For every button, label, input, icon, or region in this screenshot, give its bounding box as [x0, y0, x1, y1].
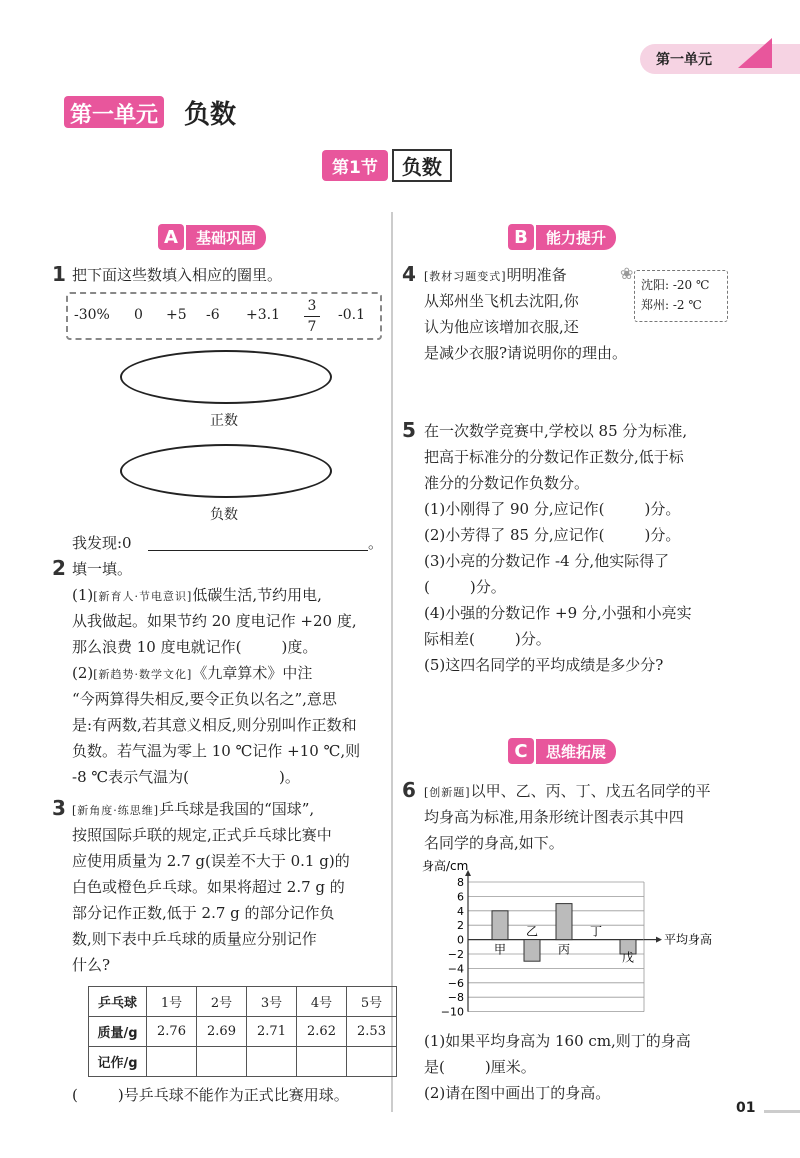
q2-p1-line2: 从我做起。如果节约 20 度电记作 +20 度,: [72, 612, 357, 630]
section-b-letter: B: [508, 224, 534, 250]
bar-2: [556, 904, 572, 940]
column-divider: [391, 212, 393, 1112]
answer-cell[interactable]: [197, 1047, 247, 1077]
q4-tag: [教材习题变式]: [424, 270, 507, 283]
q3-line6: 数,则下表中乒乓球的质量应分别记作: [72, 930, 317, 948]
positive-ellipse[interactable]: [120, 350, 332, 404]
q5-s2a: (2)小芳得了 85 分,应记作(: [424, 526, 605, 544]
q5-s2b: )分。: [644, 526, 681, 544]
bar-label: 甲: [493, 942, 507, 957]
q5-sub5: (5)这四名同学的平均成绩是多少分?: [424, 656, 664, 674]
temp-shenyang: 沈阳: -20 ℃: [641, 278, 710, 292]
q5-sub2: [424, 522, 680, 548]
q2-p1-num: (1): [72, 586, 94, 604]
q4-line3: 认为他应该增加衣服,还: [424, 318, 579, 336]
section-a-letter: A: [158, 224, 184, 250]
section-c-badge: [508, 738, 616, 764]
y-tick-label: 2: [457, 919, 464, 933]
section-title: [322, 150, 452, 180]
section-b-badge: [508, 224, 616, 250]
q5-s4b: 际相差(: [424, 630, 475, 648]
q2-p2-line2: “今两算得失相反,要令正负以名之”,意思: [72, 690, 337, 708]
q6-sub1-line2: [424, 1054, 536, 1080]
q1-discovery-end: 。: [368, 534, 384, 552]
q6-s1b: 是(: [424, 1058, 445, 1076]
ruler-icon: [738, 38, 772, 68]
q6-line2: 均身高为标准,用条形统计图表示其中四: [424, 808, 684, 826]
section-title-text: 负数: [392, 149, 452, 182]
table-cell: 质量/g: [89, 1017, 147, 1047]
q6-l1: 以甲、乙、丙、丁、戊五名同学的平: [470, 782, 711, 800]
q4-number: 4: [402, 262, 416, 286]
q3-line5: 部分记作正数,低于 2.7 g 的部分记作负: [72, 904, 335, 922]
q5-number: 5: [402, 418, 416, 442]
q1-frac-den: 7: [307, 319, 317, 335]
q2-p2-line5: [72, 764, 300, 790]
section-badge: 第1节: [322, 150, 388, 181]
q3-line2: 按照国际乒联的规定,正式乒乓球比赛中: [72, 826, 332, 844]
q5-s1a: (1)小刚得了 90 分,应记作(: [424, 500, 605, 518]
q6-s1c: )厘米。: [484, 1058, 536, 1076]
q1-text: 把下面这些数填入相应的圈里。: [72, 266, 283, 284]
q3-footer-a: (: [72, 1086, 78, 1104]
q1-discovery: 我发现:0: [72, 534, 132, 552]
q6-sub2: (2)请在图中画出丁的身高。: [424, 1084, 611, 1102]
q2-number: 2: [52, 556, 66, 580]
answer-cell[interactable]: [297, 1047, 347, 1077]
q2-p2-l1b: 《九章算术》中注: [192, 664, 313, 682]
section-b-label: 能力提升: [536, 225, 616, 250]
q5-sub3-line2: [424, 574, 506, 600]
q5-s4c: )分。: [514, 630, 551, 648]
q6-tag: [创新题]: [424, 786, 471, 799]
q4-l1: 明明准备: [506, 266, 567, 284]
q5-line3: 准分的分数记作负数分。: [424, 474, 590, 492]
q2-p1-l1b: 低碳生活,节约用电,: [192, 586, 322, 604]
q1-fraction: [304, 296, 320, 337]
q3-footer-b: )号乒乓球不能作为正式比赛用球。: [117, 1086, 349, 1104]
y-tick-label: 4: [457, 904, 464, 918]
table-row: [89, 987, 397, 1017]
q1-num-3: +5: [166, 307, 187, 323]
q1-num-4: -6: [206, 307, 220, 323]
q1-number: 1: [52, 262, 66, 286]
q1-num-1: -30%: [74, 307, 110, 323]
q2-p2-l5: -8 ℃表示气温为(: [72, 768, 190, 786]
unit-tab-label: 第一单元: [656, 52, 712, 68]
q2-p1-tag: [新育人·节电意识]: [93, 590, 193, 603]
y-tick-label: −4: [447, 962, 464, 976]
q5-s1b: )分。: [644, 500, 681, 518]
q6-line3: 名同学的身高,如下。: [424, 834, 564, 852]
temperature-box: [634, 270, 728, 322]
table-cell: 记作/g: [89, 1047, 147, 1077]
table-cell: 2.76: [147, 1017, 197, 1047]
y-axis-label: 身高/cm: [422, 859, 469, 873]
q1-frac-num: 3: [304, 296, 320, 317]
y-tick-label: 0: [457, 933, 464, 947]
q3-tag: [新角度·练思维]: [72, 804, 160, 817]
q1-num-2: 0: [134, 307, 143, 323]
q5-sub4: (4)小强的分数记作 +9 分,小强和小亮实: [424, 604, 692, 622]
q4-line2: 从郑州坐飞机去沈阳,你: [424, 292, 579, 310]
section-c-label: 思维拓展: [536, 739, 616, 764]
answer-cell[interactable]: [347, 1047, 397, 1077]
q1-discovery-line[interactable]: [148, 550, 368, 551]
unit-tab: [640, 44, 800, 74]
page-number: 01: [736, 1100, 756, 1116]
table-cell: 4号: [297, 987, 347, 1017]
q6-sub1: (1)如果平均身高为 160 cm,则丁的身高: [424, 1032, 691, 1050]
q5-line1: 在一次数学竞赛中,学校以 85 分为标准,: [424, 422, 688, 440]
y-tick-label: −8: [447, 991, 464, 1005]
q3-footer: [72, 1082, 349, 1108]
q5-sub1: [424, 496, 680, 522]
q2-p2-line3: 是:有两数,若其意义相反,则分别叫作正数和: [72, 716, 357, 734]
negative-label: 负数: [210, 507, 238, 523]
q2-p1-line3: [72, 634, 317, 660]
table-cell: 1号: [147, 987, 197, 1017]
q5-s3c: )分。: [469, 578, 506, 596]
q2-p1-line1: [72, 582, 322, 610]
y-tick-label: −2: [447, 948, 464, 961]
table-cell: 乒乓球: [89, 987, 147, 1017]
positive-label: 正数: [210, 413, 238, 429]
q2-p2-tag: [新趋势·数学文化]: [93, 668, 193, 681]
table-cell: 5号: [347, 987, 397, 1017]
pingpong-table: [88, 986, 397, 1077]
y-tick-label: −10: [440, 1005, 464, 1019]
page-title: 负数: [184, 100, 237, 130]
q4-line4: 是减少衣服?请说明你的理由。: [424, 344, 628, 362]
table-row: [89, 1047, 397, 1077]
bar-0: [492, 911, 508, 940]
unit-badge-text: 第一单元: [70, 103, 159, 128]
bar-label: 丙: [557, 942, 571, 957]
q6-line1: [424, 778, 711, 806]
q1-num-5: +3.1: [246, 307, 280, 323]
answer-cell[interactable]: [247, 1047, 297, 1077]
q5-sub4-line2: [424, 626, 551, 652]
q6-number: 6: [402, 778, 416, 802]
q2-p1-l3b: )度。: [281, 638, 318, 656]
q1-num-7: -0.1: [338, 307, 365, 323]
table-cell: 2.62: [297, 1017, 347, 1047]
table-row: [89, 1017, 397, 1047]
q2-p2-num: (2): [72, 664, 94, 682]
x-axis-label: 平均身高: [664, 932, 713, 947]
page-number-line: [764, 1110, 800, 1113]
q5-line2: 把高于标准分的分数记作正数分,低于标: [424, 448, 684, 466]
q5-s3b: (: [424, 578, 430, 596]
q2-p2-l5b: )。: [279, 768, 300, 786]
q2-p1-l3: 那么浪费 10 度电就记作(: [72, 638, 242, 656]
table-cell: 3号: [247, 987, 297, 1017]
q3-line4: 白色或橙色乒乓球。如果将超过 2.7 g 的: [72, 878, 345, 896]
flower-icon: ❀: [620, 264, 634, 283]
section-c-letter: C: [508, 738, 534, 764]
q2-text: 填一填。: [72, 560, 133, 578]
q4-line1: [424, 262, 567, 290]
answer-cell[interactable]: [147, 1047, 197, 1077]
q5-sub3: (3)小亮的分数记作 -4 分,他实际得了: [424, 552, 670, 570]
y-tick-label: −6: [447, 976, 464, 990]
table-cell: 2号: [197, 987, 247, 1017]
y-tick-label: 6: [457, 890, 464, 904]
unit-badge: [64, 96, 164, 128]
section-a-label: 基础巩固: [186, 225, 266, 250]
q3-line1: [72, 796, 314, 824]
negative-ellipse[interactable]: [120, 444, 332, 498]
table-cell: 2.69: [197, 1017, 247, 1047]
section-a-badge: [158, 224, 266, 250]
q3-l1: 乒乓球是我国的“国球”,: [159, 800, 315, 818]
bar-label: 乙: [525, 924, 539, 939]
q2-p2-line4: 负数。若气温为零上 10 ℃记作 +10 ℃,则: [72, 742, 361, 760]
q1-number-box: [66, 292, 382, 340]
x-axis-arrow-icon: [656, 937, 662, 943]
q3-line3: 应使用质量为 2.7 g(误差不大于 0.1 g)的: [72, 852, 350, 870]
table-cell: 2.53: [347, 1017, 397, 1047]
y-tick-label: 8: [457, 876, 464, 889]
bar-label: 戊: [621, 950, 635, 965]
q2-p2-line1: [72, 660, 312, 688]
q3-line7: 什么?: [72, 956, 111, 974]
table-cell: 2.71: [247, 1017, 297, 1047]
bar-1: [524, 940, 540, 962]
height-chart: [420, 852, 740, 1030]
bar-label: 丁: [589, 924, 603, 939]
temp-zhengzhou: 郑州: -2 ℃: [641, 298, 702, 312]
q3-number: 3: [52, 796, 66, 820]
